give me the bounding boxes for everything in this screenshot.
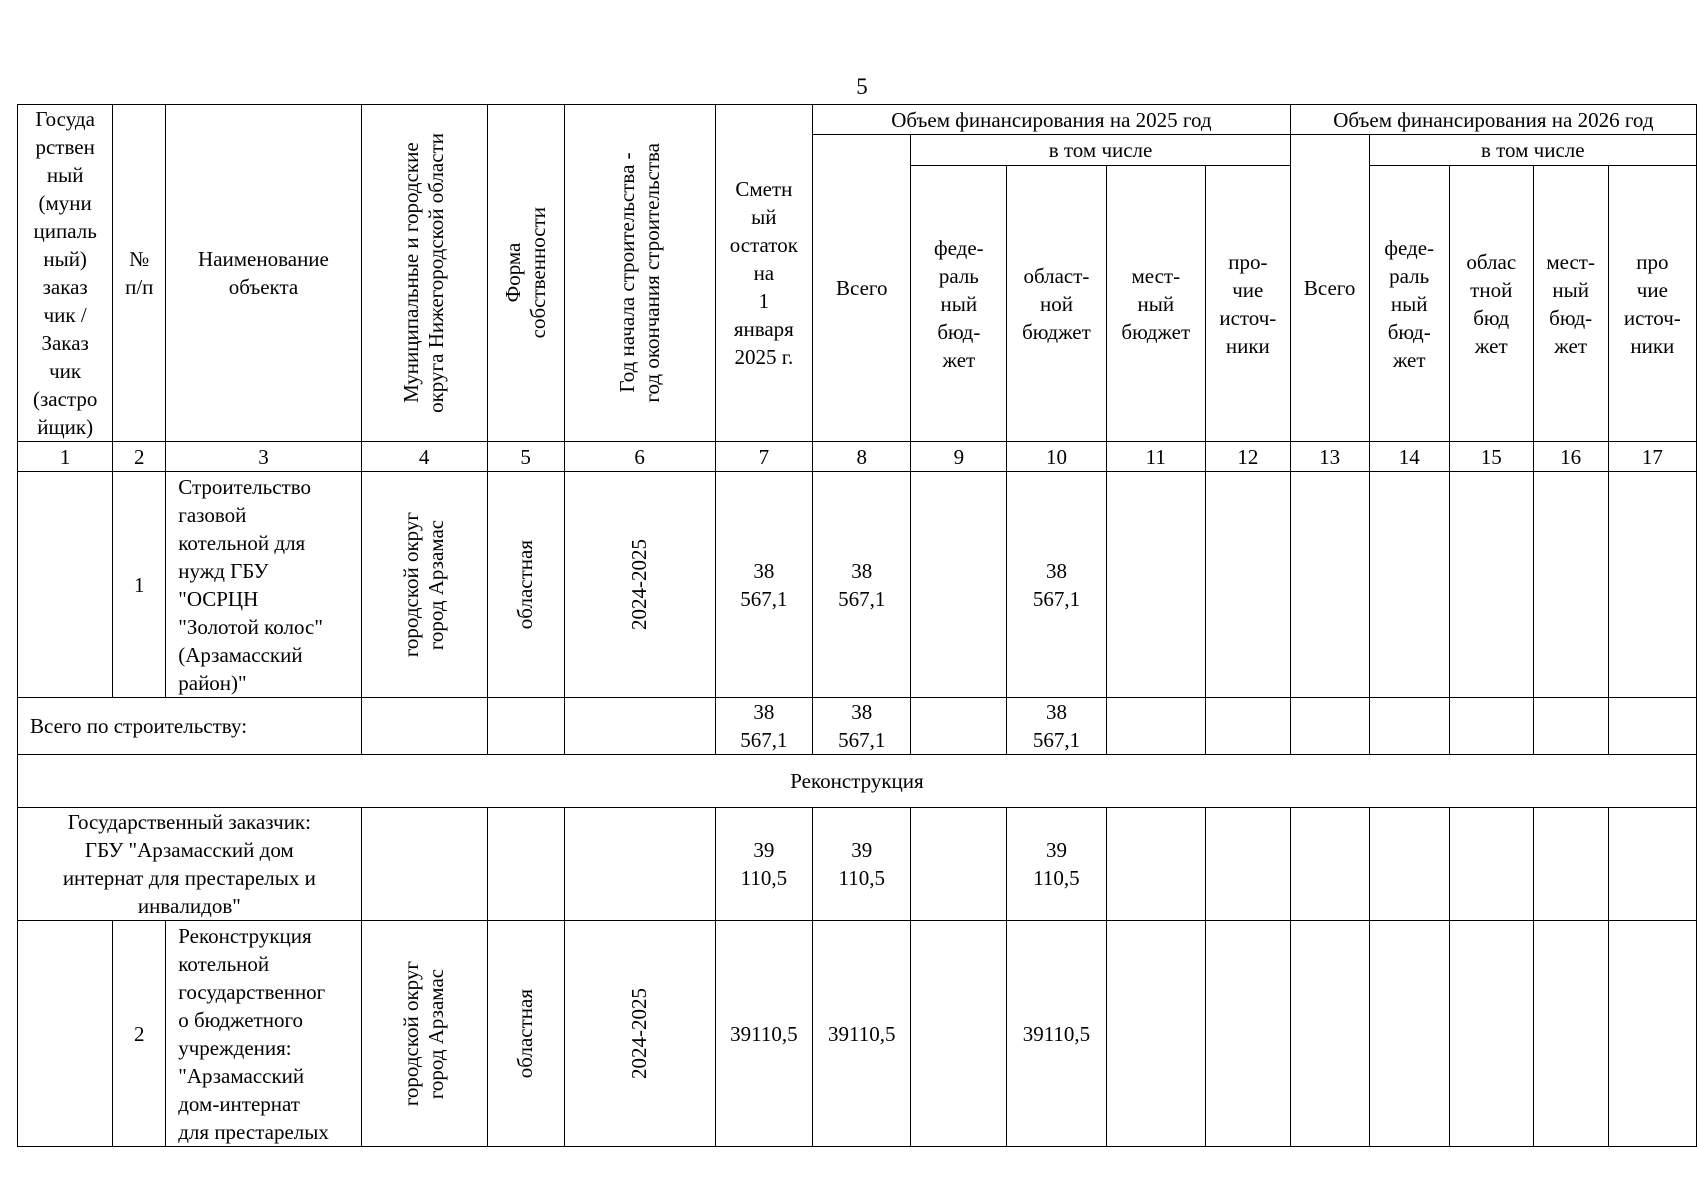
empty-cell bbox=[361, 698, 487, 755]
col-number: 10 bbox=[1007, 442, 1106, 472]
cell-municipality: городской округ город Арзамас bbox=[361, 472, 487, 698]
empty-cell bbox=[911, 808, 1007, 921]
empty-cell bbox=[1608, 698, 1696, 755]
header-including-2026: в том числе bbox=[1369, 135, 1696, 166]
header-2026-federal: феде- раль ный бюд- жет bbox=[1369, 166, 1449, 442]
empty-cell bbox=[911, 698, 1007, 755]
empty-cell bbox=[487, 698, 564, 755]
header-2025-regional: област- ной бюджет bbox=[1007, 166, 1106, 442]
empty-cell bbox=[1449, 698, 1533, 755]
header-num: № п/п bbox=[113, 105, 166, 442]
header-including-2025: в том числе bbox=[911, 135, 1290, 166]
cell-federal-2025 bbox=[911, 472, 1007, 698]
empty-cell bbox=[1106, 698, 1205, 755]
cell-local-2025 bbox=[1106, 472, 1205, 698]
empty-cell bbox=[1369, 698, 1449, 755]
cell-local-2026 bbox=[1533, 921, 1608, 1147]
header-2025-federal: феде- раль ный бюд- жет bbox=[911, 166, 1007, 442]
cell-object-name: Строительство газовой котельной для нужд ГБУ "ОСРЦН "Золотой колос" (Арзамасский район)" bbox=[166, 472, 361, 698]
customer-total-2025: 39 110,5 bbox=[813, 808, 911, 921]
col-number: 13 bbox=[1290, 442, 1369, 472]
total-regional-2025: 38 567,1 bbox=[1007, 698, 1106, 755]
cell-estimate: 39110,5 bbox=[715, 921, 813, 1147]
header-years: Год начала строительства - год окончания строительства bbox=[564, 105, 715, 442]
header-total-2025: Всего bbox=[813, 135, 911, 442]
cell-regional-2025: 39110,5 bbox=[1007, 921, 1106, 1147]
cell-other-2026 bbox=[1608, 921, 1696, 1147]
total-construction-label: Всего по строительству: bbox=[18, 698, 362, 755]
table-row-total-construction bbox=[18, 698, 1697, 755]
header-customer: Госуда рствен ный (муни ципаль ный) заказ чик / Заказ чик (застро йщик) bbox=[18, 105, 113, 442]
empty-cell bbox=[361, 808, 487, 921]
empty-cell bbox=[1106, 808, 1205, 921]
cell-total-2026 bbox=[1290, 921, 1369, 1147]
empty-cell bbox=[1205, 808, 1290, 921]
total-2025: 38 567,1 bbox=[813, 698, 911, 755]
cell-regional-2026 bbox=[1449, 472, 1533, 698]
empty-cell bbox=[1369, 808, 1449, 921]
cell-ownership: областная bbox=[487, 921, 564, 1147]
cell-customer bbox=[18, 921, 113, 1147]
col-number: 12 bbox=[1205, 442, 1290, 472]
empty-cell bbox=[564, 808, 715, 921]
cell-total-2026 bbox=[1290, 472, 1369, 698]
col-number: 5 bbox=[487, 442, 564, 472]
header-name: Наименование объекта bbox=[166, 105, 361, 442]
cell-customer bbox=[18, 472, 113, 698]
col-number: 16 bbox=[1533, 442, 1608, 472]
empty-cell bbox=[487, 808, 564, 921]
cell-total-2025: 38 567,1 bbox=[813, 472, 911, 698]
cell-estimate: 38 567,1 bbox=[715, 472, 813, 698]
header-2025-local: мест- ный бюджет bbox=[1106, 166, 1205, 442]
customer-estimate: 39 110,5 bbox=[715, 808, 813, 921]
header-2025-other: про- чие источ- ники bbox=[1205, 166, 1290, 442]
header-2026-regional: облас тной бюд жет bbox=[1449, 166, 1533, 442]
table-row bbox=[18, 472, 1697, 698]
cell-other-2026 bbox=[1608, 472, 1696, 698]
cell-federal-2026 bbox=[1369, 921, 1449, 1147]
customer-regional-2025: 39 110,5 bbox=[1007, 808, 1106, 921]
col-number: 15 bbox=[1449, 442, 1533, 472]
empty-cell bbox=[1290, 698, 1369, 755]
col-number: 1 bbox=[18, 442, 113, 472]
header-fin-2026: Объем финансирования на 2026 год bbox=[1290, 105, 1696, 135]
col-number: 9 bbox=[911, 442, 1007, 472]
cell-regional-2025: 38 567,1 bbox=[1007, 472, 1106, 698]
col-number: 3 bbox=[166, 442, 361, 472]
cell-ownership: областная bbox=[487, 472, 564, 698]
cell-num: 2 bbox=[113, 921, 166, 1147]
header-total-2026: Всего bbox=[1290, 135, 1369, 442]
cell-years: 2024-2025 bbox=[564, 921, 715, 1147]
total-estimate: 38 567,1 bbox=[715, 698, 813, 755]
cell-num: 1 bbox=[113, 472, 166, 698]
header-2026-local: мест- ный бюд- жет bbox=[1533, 166, 1608, 442]
cell-object-name: Реконструкция котельной государственног о бюджетного учреждения: "Арзамасский дом-интернат для престарелых bbox=[166, 921, 361, 1147]
table-row-customer bbox=[18, 808, 1697, 921]
cell-total-2025: 39110,5 bbox=[813, 921, 911, 1147]
empty-cell bbox=[1449, 808, 1533, 921]
cell-other-2025 bbox=[1205, 921, 1290, 1147]
cell-local-2026 bbox=[1533, 472, 1608, 698]
page-number: 5 bbox=[856, 74, 868, 99]
header-ownership: Форма собственности bbox=[487, 105, 564, 442]
col-number: 4 bbox=[361, 442, 487, 472]
cell-federal-2026 bbox=[1369, 472, 1449, 698]
cell-years: 2024-2025 bbox=[564, 472, 715, 698]
section-reconstruction: Реконструкция bbox=[18, 755, 1697, 808]
cell-federal-2025 bbox=[911, 921, 1007, 1147]
empty-cell bbox=[1290, 808, 1369, 921]
empty-cell bbox=[1533, 698, 1608, 755]
customer-label: Государственный заказчик: ГБУ "Арзамасский дом интернат для престарелых и инвалидов" bbox=[18, 808, 362, 921]
column-numbers-row bbox=[18, 442, 1697, 472]
col-number: 14 bbox=[1369, 442, 1449, 472]
cell-regional-2026 bbox=[1449, 921, 1533, 1147]
col-number: 7 bbox=[715, 442, 813, 472]
header-fin-2025: Объем финансирования на 2025 год bbox=[813, 105, 1291, 135]
empty-cell bbox=[564, 698, 715, 755]
empty-cell bbox=[1205, 698, 1290, 755]
header-municipality: Муниципальные и городские округа Нижегородской области bbox=[361, 105, 487, 442]
col-number: 17 bbox=[1608, 442, 1696, 472]
empty-cell bbox=[1608, 808, 1696, 921]
cell-other-2025 bbox=[1205, 472, 1290, 698]
col-number: 6 bbox=[564, 442, 715, 472]
cell-municipality: городской округ город Арзамас bbox=[361, 921, 487, 1147]
financing-table bbox=[17, 104, 1697, 1147]
cell-local-2025 bbox=[1106, 921, 1205, 1147]
col-number: 2 bbox=[113, 442, 166, 472]
empty-cell bbox=[1533, 808, 1608, 921]
col-number: 11 bbox=[1106, 442, 1205, 472]
table-row bbox=[18, 921, 1697, 1147]
col-number: 8 bbox=[813, 442, 911, 472]
header-2026-other: про чие источ- ники bbox=[1608, 166, 1696, 442]
header-estimate: Сметн ый остаток на 1 января 2025 г. bbox=[715, 105, 813, 442]
